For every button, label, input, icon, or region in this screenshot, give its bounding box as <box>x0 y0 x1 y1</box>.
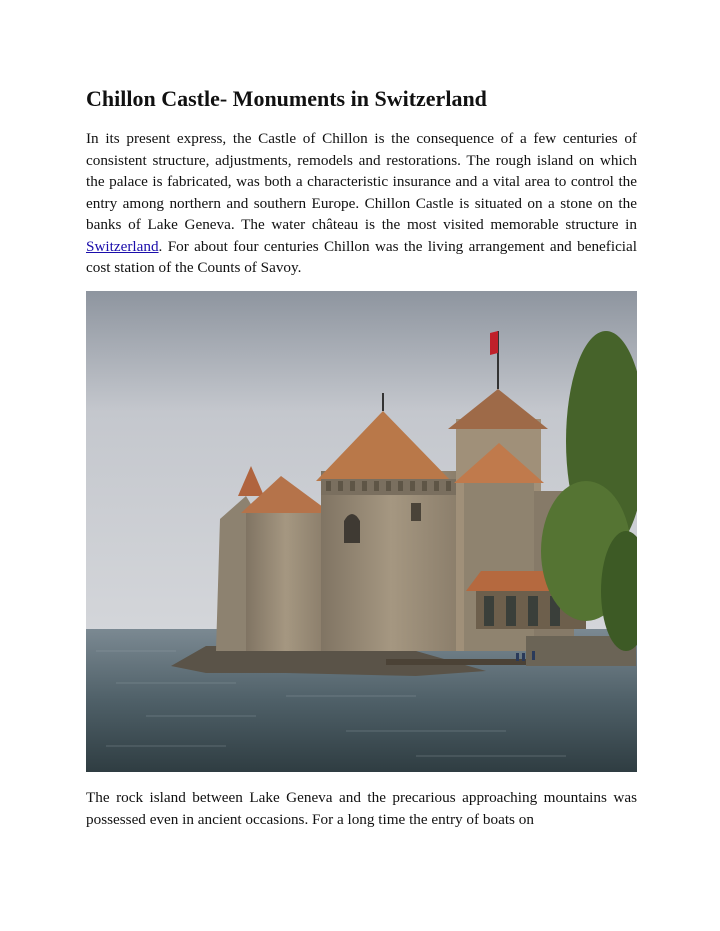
intro-text-before-link: In its present express, the Castle of Chillon is the consequence of a few centuries of consistent structure, adjustments, remodels and restorations. The rough island on which the palace is fabricated, was both a characteristic insurance and a vital area to control the entry among northern and southern Europe. Chillon Castle is situated on a stone on the banks of Lake Geneva. The water château is the most visited memorable structure in <box>86 130 637 233</box>
chillon-castle-photo <box>86 291 637 772</box>
intro-text-after-link: . For about four centuries Chillon was the living arrangement and beneficial cost station of the Counts of Savoy. <box>86 237 637 276</box>
second-paragraph: The rock island between Lake Geneva and the precarious approaching mountains was possessed even in ancient occasions. For a long time the entry of boats on <box>86 789 637 828</box>
intro-paragraph <box>86 128 637 279</box>
switzerland-link[interactable]: Switzerland <box>86 237 159 255</box>
page-title: Chillon Castle- Monuments in Switzerland <box>86 86 487 111</box>
